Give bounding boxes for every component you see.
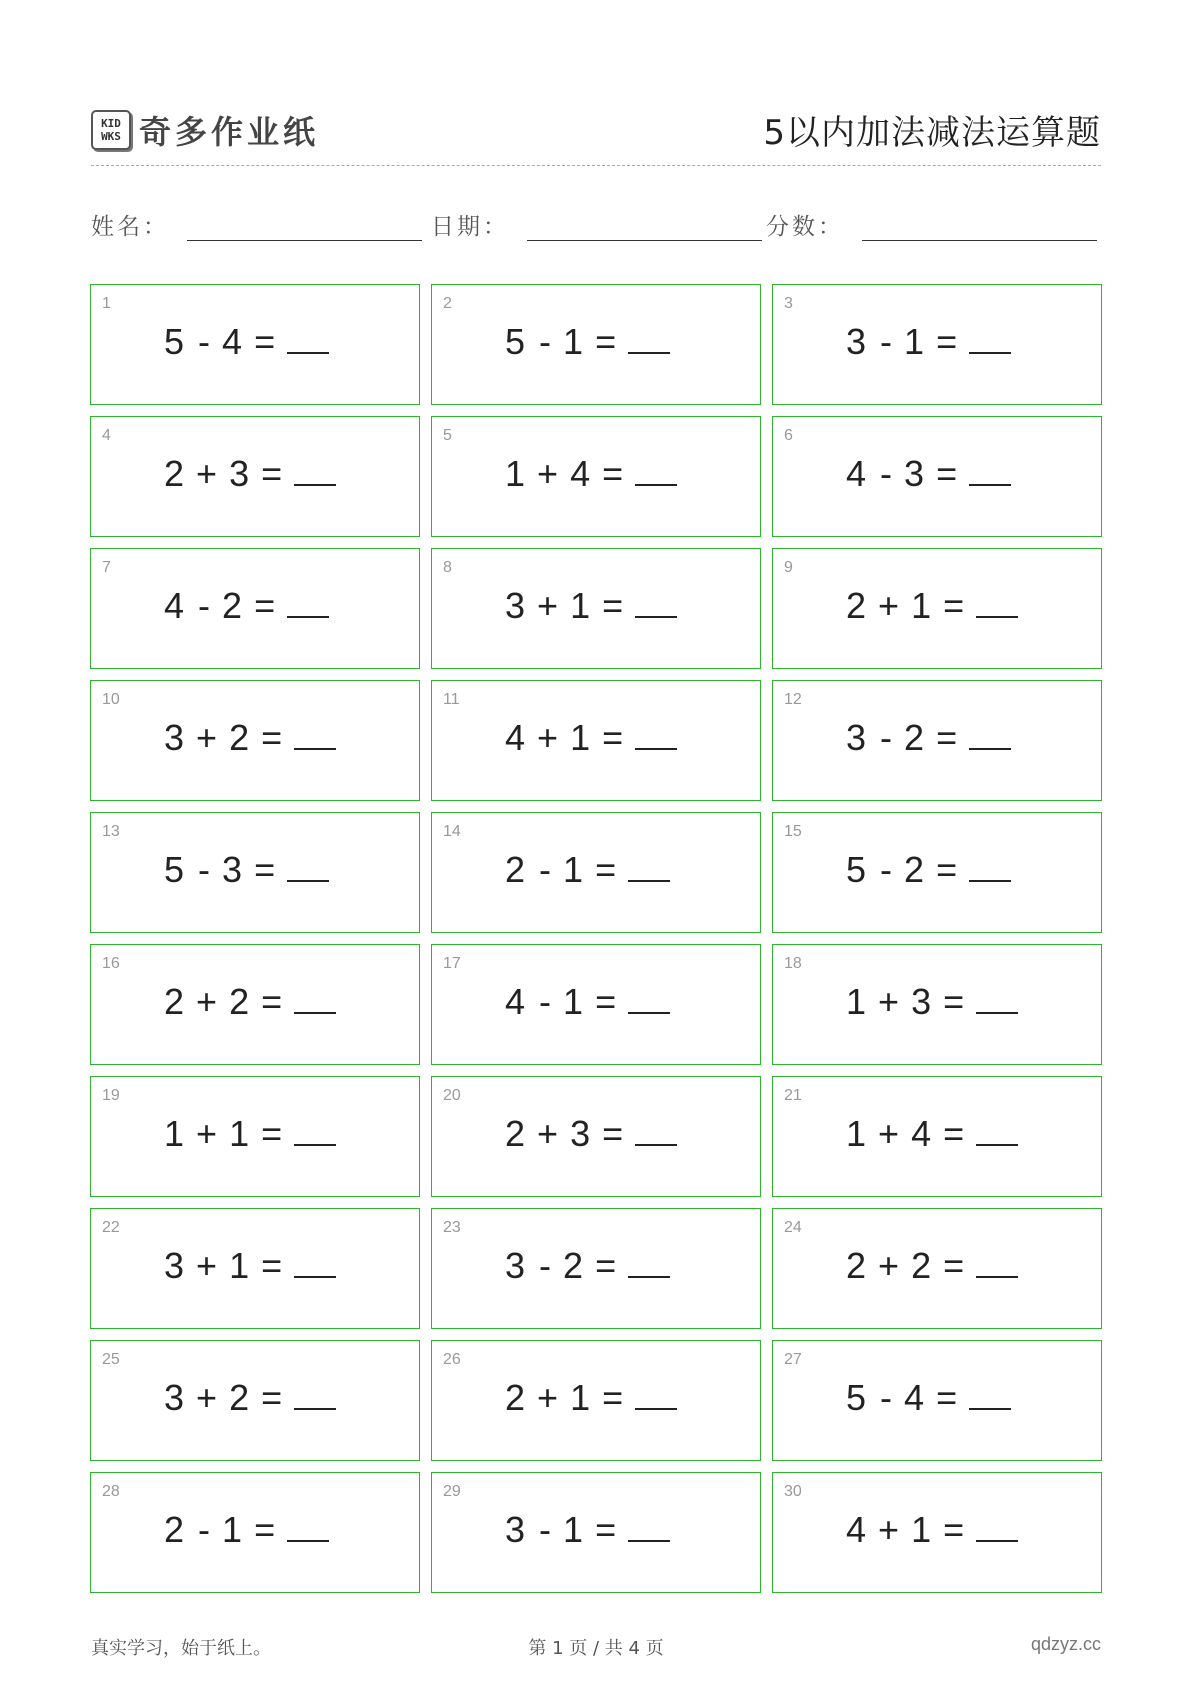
operand-a: 4 [505,717,526,758]
operator: - [880,717,893,758]
equals-sign: = [595,1509,617,1550]
equals-sign: = [261,1113,283,1154]
problem-cell [431,284,761,405]
operand-a: 3 [505,585,526,626]
answer-blank[interactable] [969,322,1011,354]
operand-a: 2 [505,1113,526,1154]
answer-blank[interactable] [287,322,329,354]
problem-number: 28 [102,1483,120,1500]
problem-expression [505,717,677,759]
problem-expression [164,717,336,759]
equals-sign: = [936,717,958,758]
operand-b: 1 [911,585,932,626]
problem-cell [431,944,761,1065]
problem-expression [505,321,670,363]
answer-blank[interactable] [294,718,336,750]
problem-expression [846,453,1011,495]
answer-blank[interactable] [294,1378,336,1410]
operand-a: 5 [846,849,867,890]
operator: + [878,1509,900,1550]
problem-cell [431,548,761,669]
answer-blank[interactable] [294,1246,336,1278]
operator: - [539,1509,552,1550]
problem-number: 2 [443,295,452,312]
equals-sign: = [936,321,958,362]
problem-cell [431,1208,761,1329]
problem-number: 3 [784,295,793,312]
operator: + [196,1377,218,1418]
operand-b: 4 [911,1113,932,1154]
operator: - [880,453,893,494]
score-field [766,208,1097,241]
answer-blank[interactable] [628,322,670,354]
operand-a: 4 [505,981,526,1022]
operand-a: 1 [164,1113,185,1154]
equals-sign: = [936,849,958,890]
problem-cell [772,1076,1102,1197]
problem-number: 22 [102,1219,120,1236]
operand-b: 1 [222,1509,243,1550]
problem-cell [90,812,420,933]
problem-number: 27 [784,1351,802,1368]
equals-sign: = [254,585,276,626]
answer-blank[interactable] [976,1510,1018,1542]
problem-cell [431,416,761,537]
operator: + [196,453,218,494]
equals-sign: = [943,981,965,1022]
answer-blank[interactable] [628,1510,670,1542]
problem-expression [846,981,1018,1023]
answer-blank[interactable] [628,850,670,882]
answer-blank[interactable] [294,1114,336,1146]
footer-slogan: 真实学习，始于纸上。 [91,1638,271,1659]
operand-b: 1 [570,1377,591,1418]
equals-sign: = [943,1509,965,1550]
operand-a: 2 [846,1245,867,1286]
info-row [91,208,1101,248]
operand-a: 1 [846,981,867,1022]
operator: + [878,1113,900,1154]
operand-a: 3 [164,1377,185,1418]
problem-expression [846,1245,1018,1287]
equals-sign: = [943,1113,965,1154]
problem-expression [505,1509,670,1551]
operator: - [880,849,893,890]
operator: + [537,1113,559,1154]
answer-blank[interactable] [294,454,336,486]
problem-expression [505,981,670,1023]
equals-sign: = [595,849,617,890]
problem-expression [164,1377,336,1419]
problem-cell [772,944,1102,1065]
equals-sign: = [261,1377,283,1418]
equals-sign: = [936,453,958,494]
date-field [431,208,762,241]
score-line[interactable] [862,216,1097,241]
answer-blank[interactable] [969,1378,1011,1410]
problem-expression [164,849,329,891]
operand-b: 3 [904,453,925,494]
equals-sign: = [261,717,283,758]
equals-sign: = [943,585,965,626]
problem-number: 8 [443,559,452,576]
operand-b: 2 [911,1245,932,1286]
operator: - [539,321,552,362]
problem-cell [90,680,420,801]
operand-a: 3 [846,717,867,758]
operand-b: 1 [563,981,584,1022]
answer-blank[interactable] [969,850,1011,882]
operator: + [196,981,218,1022]
equals-sign: = [602,717,624,758]
operand-b: 3 [229,453,250,494]
operand-a: 2 [164,981,185,1022]
page-title: 5以内加法减法运算题 [763,113,1101,153]
operand-b: 2 [904,849,925,890]
operand-a: 3 [164,1245,185,1286]
operand-a: 3 [505,1245,526,1286]
problem-number: 24 [784,1219,802,1236]
operand-a: 4 [164,585,185,626]
problem-cell [90,1472,420,1593]
operand-b: 4 [222,321,243,362]
operand-a: 2 [846,585,867,626]
header-divider [91,165,1101,166]
problem-expression [164,1245,336,1287]
problem-number: 30 [784,1483,802,1500]
equals-sign: = [943,1245,965,1286]
operand-a: 5 [164,849,185,890]
operand-b: 4 [904,1377,925,1418]
footer [91,1634,1101,1660]
operand-b: 1 [911,1509,932,1550]
problem-expression [846,1113,1018,1155]
operand-b: 2 [229,1377,250,1418]
problem-expression [505,1113,677,1155]
problem-number: 19 [102,1087,120,1104]
problem-number: 5 [443,427,452,444]
problem-number: 7 [102,559,111,576]
page-indicator: 第 1 页 / 共 4 页 [528,1638,664,1659]
problem-number: 14 [443,823,461,840]
problem-number: 23 [443,1219,461,1236]
operator: - [198,585,211,626]
operand-a: 2 [505,849,526,890]
problem-number: 18 [784,955,802,972]
name-field [91,208,422,241]
equals-sign: = [602,453,624,494]
problem-number: 12 [784,691,802,708]
problem-number: 20 [443,1087,461,1104]
equals-sign: = [254,1509,276,1550]
operand-b: 4 [570,453,591,494]
operand-b: 1 [563,849,584,890]
equals-sign: = [602,1113,624,1154]
answer-blank[interactable] [969,454,1011,486]
equals-sign: = [261,981,283,1022]
operand-a: 4 [846,453,867,494]
answer-blank[interactable] [287,1510,329,1542]
answer-blank[interactable] [628,982,670,1014]
problem-expression [846,585,1018,627]
equals-sign: = [254,321,276,362]
operand-b: 2 [222,585,243,626]
problem-cell [90,1076,420,1197]
answer-blank[interactable] [287,586,329,618]
problem-number: 11 [443,691,460,708]
answer-blank[interactable] [628,1246,670,1278]
problem-number: 16 [102,955,120,972]
problem-cell [772,1340,1102,1461]
problem-cell [772,284,1102,405]
operand-a: 1 [846,1113,867,1154]
problem-cell [431,1076,761,1197]
operator: - [539,1245,552,1286]
operand-a: 2 [164,453,185,494]
problem-number: 17 [443,955,461,972]
problem-cell [772,1208,1102,1329]
problem-expression [505,849,670,891]
operand-b: 2 [904,717,925,758]
logo-badge-bottom: WKS [101,130,121,143]
problem-cell [772,812,1102,933]
problem-number: 9 [784,559,793,576]
operand-b: 2 [563,1245,584,1286]
operand-a: 2 [164,1509,185,1550]
operator: - [880,321,893,362]
equals-sign: = [595,321,617,362]
problem-expression [846,849,1011,891]
problem-cell [772,548,1102,669]
problem-cell [772,1472,1102,1593]
operator: - [539,981,552,1022]
operator: + [878,585,900,626]
answer-blank[interactable] [635,454,677,486]
problem-number: 10 [102,691,120,708]
operand-b: 1 [563,321,584,362]
problem-expression [164,453,336,495]
problem-expression [164,981,336,1023]
problem-expression [846,717,1011,759]
problem-expression [164,321,329,363]
problem-expression [164,585,329,627]
problem-expression [164,1113,336,1155]
problem-cell [431,812,761,933]
problem-number: 25 [102,1351,120,1368]
operator: + [537,717,559,758]
answer-blank[interactable] [287,850,329,882]
problem-expression [505,1377,677,1419]
operator: + [196,1245,218,1286]
operator: + [537,585,559,626]
problem-cell [772,680,1102,801]
score-label: 分数： [766,214,844,240]
operator: - [880,1377,893,1418]
answer-blank[interactable] [635,1378,677,1410]
problem-expression [846,1377,1011,1419]
problem-cell [90,548,420,669]
answer-blank[interactable] [976,982,1018,1014]
answer-blank[interactable] [294,982,336,1014]
answer-blank[interactable] [969,718,1011,750]
problem-expression [505,585,677,627]
problem-grid [90,284,1102,1593]
date-label: 日期： [431,214,509,240]
answer-blank[interactable] [635,1114,677,1146]
problem-cell [90,1340,420,1461]
equals-sign: = [936,1377,958,1418]
header [91,103,1101,153]
operand-a: 5 [846,1377,867,1418]
operand-b: 1 [570,717,591,758]
problem-number: 1 [102,295,111,312]
operand-a: 1 [505,453,526,494]
operand-a: 3 [846,321,867,362]
problem-cell [431,1472,761,1593]
operand-b: 3 [911,981,932,1022]
operand-a: 2 [505,1377,526,1418]
operator: + [196,717,218,758]
name-line[interactable] [187,216,422,241]
problem-expression [505,1245,670,1287]
operand-b: 1 [229,1113,250,1154]
answer-blank[interactable] [635,718,677,750]
problem-cell [431,680,761,801]
operand-a: 3 [164,717,185,758]
date-line[interactable] [527,216,762,241]
answer-blank[interactable] [976,1114,1018,1146]
problem-number: 6 [784,427,793,444]
equals-sign: = [595,1245,617,1286]
logo-badge-top: KID [101,117,121,130]
operand-a: 4 [846,1509,867,1550]
equals-sign: = [595,981,617,1022]
operator: + [196,1113,218,1154]
operand-b: 1 [229,1245,250,1286]
operand-b: 3 [222,849,243,890]
problem-cell [772,416,1102,537]
logo [91,107,319,153]
problem-expression [846,321,1011,363]
problem-expression [164,1509,329,1551]
operator: - [539,849,552,890]
operator: - [198,849,211,890]
operator: + [537,453,559,494]
name-label: 姓名： [91,214,169,240]
equals-sign: = [261,1245,283,1286]
operand-b: 3 [570,1113,591,1154]
problem-expression [846,1509,1018,1551]
problem-cell [431,1340,761,1461]
problem-cell [90,944,420,1065]
problem-number: 21 [784,1087,802,1104]
operand-b: 1 [570,585,591,626]
operand-b: 1 [904,321,925,362]
operator: + [878,1245,900,1286]
operand-a: 5 [164,321,185,362]
operator: + [537,1377,559,1418]
problem-number: 29 [443,1483,461,1500]
operand-b: 2 [229,981,250,1022]
problem-cell [90,1208,420,1329]
problem-cell [90,416,420,537]
operator: + [878,981,900,1022]
operand-a: 3 [505,1509,526,1550]
operand-b: 1 [563,1509,584,1550]
problem-number: 15 [784,823,802,840]
equals-sign: = [261,453,283,494]
logo-badge-icon [91,110,131,150]
problem-number: 4 [102,427,111,444]
equals-sign: = [602,585,624,626]
answer-blank[interactable] [976,1246,1018,1278]
problem-expression [505,453,677,495]
equals-sign: = [602,1377,624,1418]
operator: - [198,321,211,362]
answer-blank[interactable] [635,586,677,618]
operator: - [198,1509,211,1550]
logo-text: 奇多作业纸 [139,113,320,151]
answer-blank[interactable] [976,586,1018,618]
operand-a: 5 [505,321,526,362]
equals-sign: = [254,849,276,890]
problem-number: 13 [102,823,120,840]
problem-number: 26 [443,1351,461,1368]
footer-site: qdzyz.cc [1030,1634,1101,1654]
problem-cell [90,284,420,405]
operand-b: 2 [229,717,250,758]
